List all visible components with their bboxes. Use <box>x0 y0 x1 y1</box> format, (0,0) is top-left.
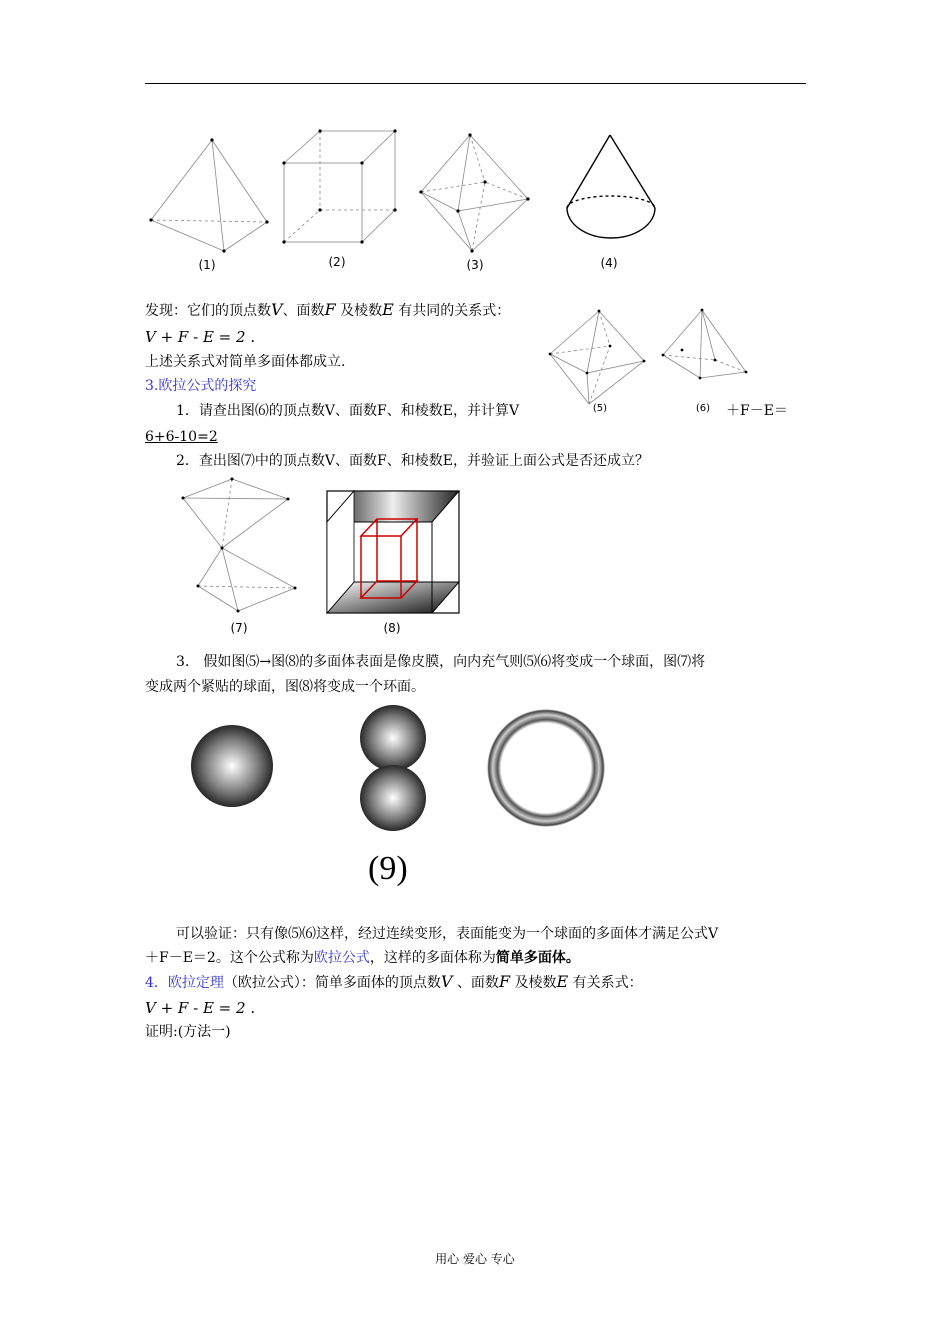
verify-line-1: 可以验证：只有像⑸⑹这样，经过连续变形，表面能变为一个球面的多面体才满足公式V <box>176 926 719 942</box>
question-2: 2．查出图⑺中的顶点数V、面数F、和棱数E，并验证上面公式是否还成立？ <box>176 453 649 469</box>
proof-heading: 证明:(方法一) <box>145 1024 231 1040</box>
question-1-tail: ＋F－E＝ <box>726 403 788 419</box>
figure-3-label: (3) <box>466 258 484 272</box>
euler-formula-link[interactable]: 欧拉公式 <box>313 950 370 966</box>
figure-4-label: (4) <box>600 256 618 270</box>
question-3-line-1: 3. 假如图⑸→图⑻的多面体表面是像皮膜，向内充气则⑸⑹将变成一个球面，图⑺将 <box>176 654 706 670</box>
figure-5-octahedron <box>548 308 648 408</box>
header-rule <box>145 83 806 84</box>
figure-8-label: (8) <box>383 621 401 635</box>
figure-7-double-pyramid <box>178 476 303 616</box>
figure-5-label: (5) <box>592 403 608 414</box>
formula-1: V + F - E = 2 . <box>145 328 256 346</box>
figure-9-sphere <box>190 724 274 808</box>
figure-2-cube <box>280 128 400 248</box>
section-4-heading: 4．欧拉定理（欧拉公式）：简单多面体的顶点数V 、面数F 及棱数E 有关系式： <box>145 972 643 991</box>
section-3-heading: 3.欧拉公式的探究 <box>145 378 257 394</box>
figure-9-torus <box>486 708 606 828</box>
figure-4-cone <box>560 133 660 243</box>
figure-2-label: (2) <box>328 255 346 269</box>
figure-9-label: (9) <box>368 850 408 887</box>
figure-1-tetrahedron <box>145 135 275 260</box>
formula-2: V + F - E = 2 . <box>145 999 256 1017</box>
figure-6-pyramid <box>660 307 750 402</box>
page-footer: 用心 爱心 专心 <box>435 1252 515 1266</box>
figure-8-torus-polyhedron <box>325 489 461 615</box>
verify-line-2: ＋F－E＝2。这个公式称为欧拉公式，这样的多面体称为简单多面体。 <box>145 950 580 966</box>
question-1-answer: 6+6-10=2 <box>145 429 218 445</box>
figure-3-octahedron <box>418 132 533 257</box>
holds-statement: 上述关系式对简单多面体都成立. <box>145 354 346 370</box>
figure-6-label: (6) <box>695 403 711 414</box>
figure-7-label: (7) <box>230 621 248 635</box>
discovery-line: 发现：它们的顶点数V、面数F 及棱数E 有共同的关系式： <box>145 300 511 319</box>
figure-1-label: (1) <box>198 258 216 272</box>
question-3-line-2: 变成两个紧贴的球面，图⑻将变成一个环面。 <box>145 679 425 695</box>
question-1: 1．请查出图⑹的顶点数V、面数F、和棱数E，并计算V <box>176 403 520 419</box>
figure-9-double-sphere <box>358 706 428 830</box>
